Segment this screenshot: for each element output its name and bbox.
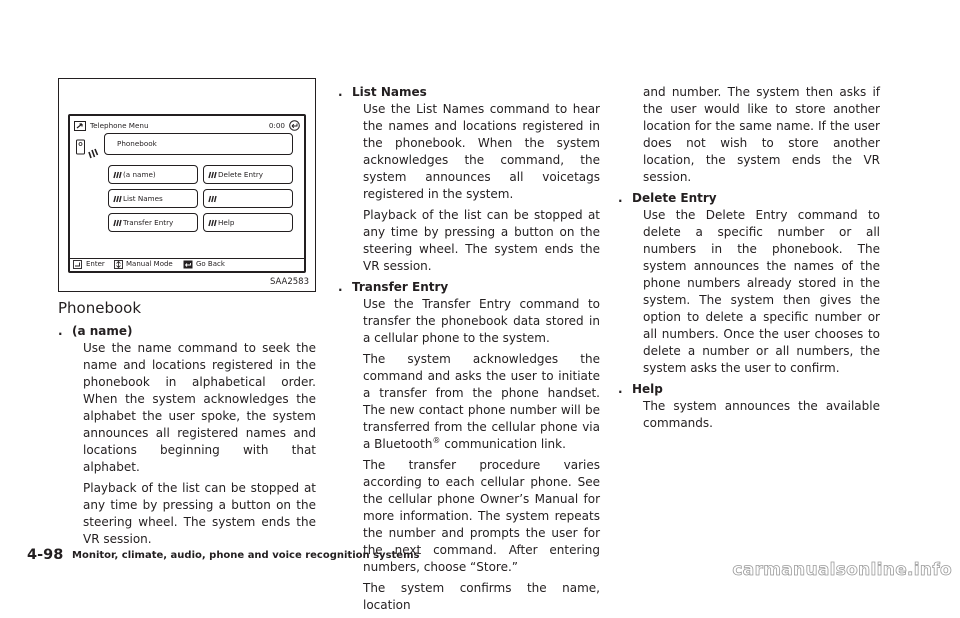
transfer-paragraph-2b: communication link. bbox=[444, 437, 566, 451]
chapter-title: Monitor, climate, audio, phone and voice recognition systems bbox=[72, 550, 420, 561]
voice-command-icon bbox=[113, 218, 122, 227]
item-help bbox=[618, 381, 880, 398]
phonebook-button[interactable] bbox=[104, 133, 293, 155]
figure-frame bbox=[58, 78, 316, 292]
footer-manual-mode-label: Manual Mode bbox=[126, 260, 173, 268]
phone-icon bbox=[74, 121, 86, 131]
voice-command-icon bbox=[113, 194, 122, 203]
enter-icon bbox=[73, 260, 82, 269]
cmd-blank-button[interactable] bbox=[203, 189, 293, 208]
call-timer: 0:00 bbox=[268, 121, 285, 130]
back-button-icon bbox=[183, 260, 193, 269]
term-a-name: (a name) bbox=[72, 324, 133, 338]
term-delete-entry: Delete Entry bbox=[632, 191, 717, 205]
steering-switch-icon bbox=[114, 260, 123, 269]
transfer-paragraph-3: The transfer procedure varies according to each cellular phone. See the cellular phone Owner’s Manual for more information. The system repeats the number and prompts the user for the next command. After entering numbers, choose “Store.” bbox=[363, 458, 600, 574]
term-help: Help bbox=[632, 382, 663, 396]
item-delete-entry bbox=[618, 190, 880, 207]
column-1 bbox=[58, 300, 316, 552]
cmd-label: (a name) bbox=[123, 170, 156, 179]
screen-header bbox=[74, 120, 300, 133]
voice-command-icon bbox=[208, 218, 217, 227]
cmd-label: Help bbox=[218, 218, 235, 227]
column-2 bbox=[338, 84, 600, 618]
a-name-paragraph-2: Playback of the list can be stopped at any time by pressing a button on the steering wheel. The system ends the VR session. bbox=[83, 481, 316, 546]
figure-code: SAA2583 bbox=[269, 277, 309, 287]
registered-mark: ® bbox=[432, 436, 441, 445]
help-paragraph-1: The system announces the available commands. bbox=[643, 399, 880, 430]
screen-footer bbox=[70, 258, 304, 271]
item-a-name bbox=[58, 323, 316, 340]
transfer-paragraph-1: Use the Transfer Entry command to transfer the phonebook data stored in a cellular phone to the system. bbox=[363, 297, 600, 345]
item-transfer-entry bbox=[338, 279, 600, 296]
transfer-paragraph-2a: The system acknowledges the command and asks the user to initiate a transfer from the phone handset. The new contact phone number will be transferred from the cellular phone via a Bluetooth bbox=[363, 352, 600, 451]
bullet: . bbox=[618, 191, 623, 205]
cmd-label: Transfer Entry bbox=[123, 218, 174, 227]
list-names-paragraph-1: Use the List Names command to hear the names and locations registered in the phonebook. When the system acknowledges the command, the system announces all voicetags registered in the system. bbox=[363, 102, 600, 201]
phonebook-label: Phonebook bbox=[117, 139, 157, 148]
footer-enter-label: Enter bbox=[86, 260, 105, 268]
voice-icon bbox=[76, 138, 100, 162]
item-list-names bbox=[338, 84, 600, 101]
voice-command-icon bbox=[113, 170, 122, 179]
term-list-names: List Names bbox=[352, 85, 427, 99]
voice-command-icon bbox=[208, 194, 217, 203]
cmd-delete-entry-button[interactable] bbox=[203, 165, 293, 184]
bullet: . bbox=[58, 324, 63, 338]
screen-title: Telephone Menu bbox=[90, 121, 149, 130]
a-name-paragraph-1: Use the name command to seek the name and locations registered in the phonebook in alphabetical order. When the system acknowledges the alphabet the user spoke, the system announces all registered names and locations beginning with that alphabet. bbox=[83, 341, 316, 474]
bullet: . bbox=[618, 382, 623, 396]
transfer-continued: and number. The system then asks if the user would like to store another location for the same name. If the user does not wish to store another location, the system ends the VR session. bbox=[643, 85, 880, 184]
cmd-label: List Names bbox=[123, 194, 163, 203]
cmd-help-button[interactable] bbox=[203, 213, 293, 232]
watermark: carmanualsonline.info bbox=[732, 560, 952, 580]
transfer-paragraph-4: The system confirms the name, location bbox=[363, 581, 600, 612]
voice-command-icon bbox=[208, 170, 217, 179]
term-transfer-entry: Transfer Entry bbox=[352, 280, 449, 294]
telephone-menu-screen bbox=[68, 114, 306, 273]
page-number: 4-98 bbox=[27, 547, 64, 563]
list-names-paragraph-2: Playback of the list can be stopped at any time by pressing a button on the steering wheel. The system ends the VR session. bbox=[363, 208, 600, 273]
back-icon[interactable] bbox=[289, 120, 300, 131]
cmd-label: Delete Entry bbox=[218, 170, 264, 179]
cmd-list-names-button[interactable] bbox=[108, 189, 198, 208]
section-title: Phonebook bbox=[58, 299, 142, 317]
delete-paragraph-1: Use the Delete Entry command to delete a specific number or all numbers in the phonebook. The system announces the names of the phone numbers already stored in the system. The system then gives the option to delete a specific number or all numbers. Once the user chooses to delete a number or all numbers, the system asks the user to confirm. bbox=[643, 208, 880, 375]
footer-go-back-label: Go Back bbox=[196, 260, 225, 268]
bullet: . bbox=[338, 85, 343, 99]
cmd-transfer-entry-button[interactable] bbox=[108, 213, 198, 232]
cmd-a-name-button[interactable] bbox=[108, 165, 198, 184]
bullet: . bbox=[338, 280, 343, 294]
transfer-paragraph-2 bbox=[363, 351, 600, 453]
column-3 bbox=[618, 84, 880, 436]
